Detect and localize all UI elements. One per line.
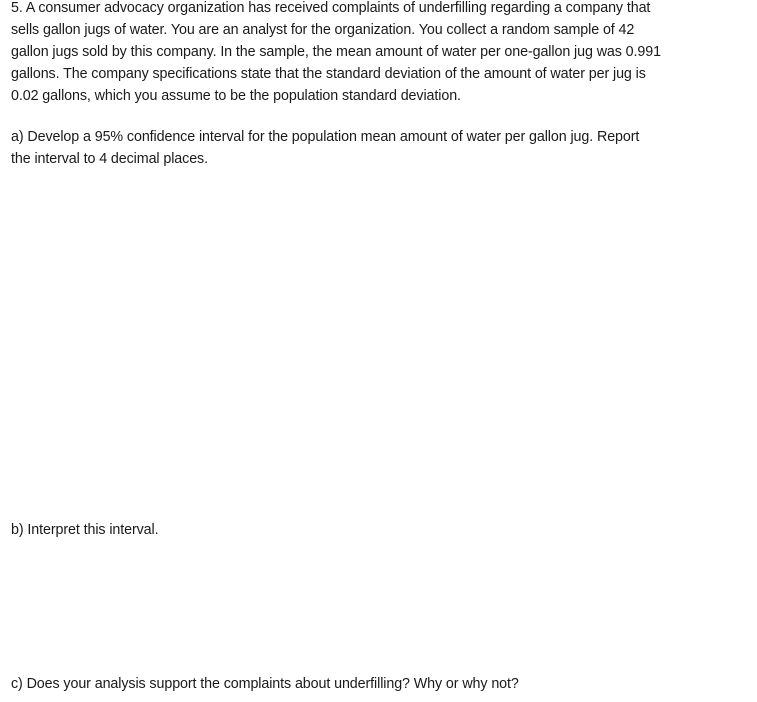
problem-statement bbox=[11, 0, 661, 107]
problem-line: 0.02 gallons, which you assume to be the population standard deviation. bbox=[11, 88, 461, 104]
part-a-line: the interval to 4 decimal places. bbox=[11, 151, 208, 167]
question-part-c bbox=[11, 673, 519, 695]
part-c-line: c) Does your analysis support the complaints about underfilling? Why or why not? bbox=[11, 676, 519, 692]
problem-line: gallons. The company specifications state that the standard deviation of the amount of water per jug is bbox=[11, 66, 646, 82]
problem-line: gallon jugs sold by this company. In the sample, the mean amount of water per one-gallon jug was 0.991 bbox=[11, 44, 661, 60]
problem-line: sells gallon jugs of water. You are an analyst for the organization. You collect a random sample of 42 bbox=[11, 22, 635, 38]
part-a-line: a) Develop a 95% confidence interval for the population mean amount of water per gallon jug. Report bbox=[11, 129, 640, 145]
part-b-line: b) Interpret this interval. bbox=[11, 522, 159, 538]
problem-line: 5. A consumer advocacy organization has received complaints of underfilling regarding a company that bbox=[11, 0, 651, 16]
question-part-a bbox=[11, 126, 639, 170]
question-part-b bbox=[11, 519, 158, 541]
